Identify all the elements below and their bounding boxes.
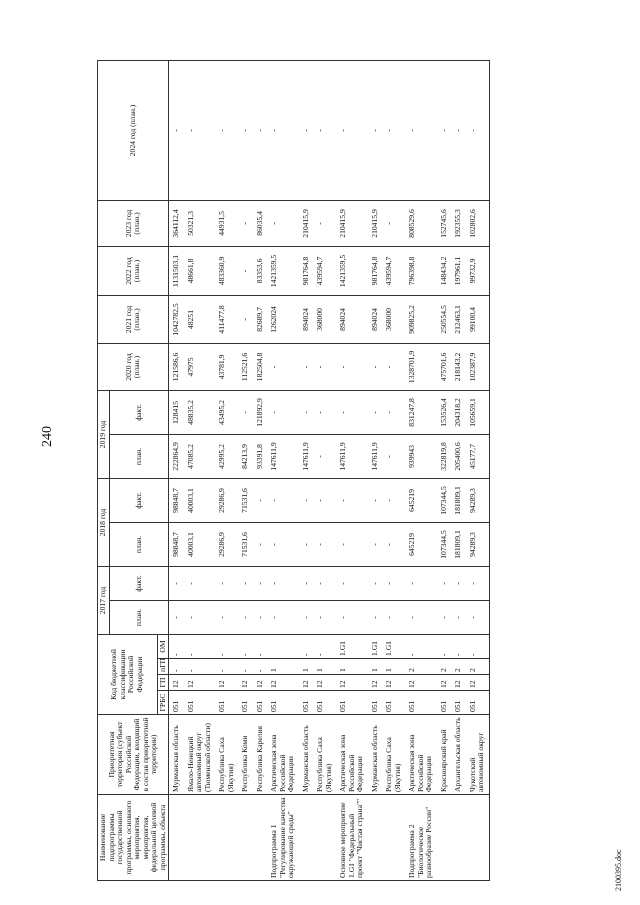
row-territory: Ямало-Ненецкий автономный округ (Тюменской области): [184, 715, 216, 795]
row-value: -: [299, 343, 314, 390]
row-value: 181809,1: [451, 522, 466, 566]
table-row: [253, 60, 268, 880]
row-name: [253, 795, 268, 881]
row-value: -: [368, 478, 383, 522]
row-value: -: [238, 390, 253, 434]
row-value: -: [368, 601, 383, 635]
row-code: -: [405, 635, 437, 659]
row-name: Подпрограмма 1 "Регулирование качества окружающей среды": [267, 795, 299, 881]
row-value: -: [253, 566, 268, 600]
row-value: 364112,4: [169, 200, 184, 246]
row-territory: Красноярский край: [437, 715, 452, 795]
row-value: -: [267, 566, 299, 600]
row-value: 47085,2: [184, 434, 216, 478]
row-value: -: [368, 343, 383, 390]
row-code: 1: [313, 659, 336, 675]
table-row: [299, 60, 314, 880]
row-value: 181809,1: [451, 478, 466, 522]
row-value: 40003,1: [184, 478, 216, 522]
row-value: 645219: [405, 478, 437, 522]
row-code: -: [437, 635, 452, 659]
row-territory: Республика Саха (Якутия): [215, 715, 238, 795]
row-value: 84213,9: [238, 434, 253, 478]
row-value: 42995,2: [215, 434, 238, 478]
header-2019-plan: план.: [109, 434, 169, 478]
row-value: -: [466, 60, 490, 200]
row-value: -: [238, 295, 253, 343]
row-name: Основное мероприятие 1.G1 "Федеральный проект "Чистая страна"": [336, 795, 368, 881]
row-name: [299, 795, 314, 881]
row-code: -: [451, 635, 466, 659]
row-value: 475701,6: [437, 343, 452, 390]
row-code: 051: [313, 691, 336, 715]
row-value: -: [299, 601, 314, 635]
row-code: -: [313, 635, 336, 659]
row-value: 210415,9: [299, 200, 314, 246]
row-name: [437, 795, 452, 881]
row-value: -: [184, 601, 216, 635]
row-code: -: [253, 659, 268, 675]
row-value: 439594,7: [382, 246, 405, 295]
table-row: [382, 60, 405, 880]
row-value: 71531,6: [238, 478, 253, 522]
row-value: -: [267, 343, 299, 390]
header-om: ОМ: [157, 635, 169, 659]
row-territory: Республика Карелия: [253, 715, 268, 795]
row-value: -: [238, 200, 253, 246]
row-value: 218143,2: [451, 343, 466, 390]
row-value: 981764,8: [299, 246, 314, 295]
row-value: -: [238, 566, 253, 600]
row-code: 051: [382, 691, 405, 715]
row-code: -: [184, 635, 216, 659]
header-year-2019: 2019 год: [98, 390, 110, 478]
row-value: 99100,4: [466, 295, 490, 343]
row-code: 051: [215, 691, 238, 715]
row-code: 12: [215, 675, 238, 691]
row-code: 051: [336, 691, 368, 715]
row-value: -: [382, 478, 405, 522]
row-value: 210415,9: [368, 200, 383, 246]
row-code: 051: [299, 691, 314, 715]
row-value: -: [267, 200, 299, 246]
header-territory: Приоритетная территория (субъект Российской Федерации, входящий в состав приоритетной территории): [98, 715, 169, 795]
row-value: 210415,9: [336, 200, 368, 246]
row-value: 102387,9: [466, 343, 490, 390]
row-code: 051: [238, 691, 253, 715]
row-code: 12: [253, 675, 268, 691]
row-value: 112521,6: [238, 343, 253, 390]
row-value: 439594,7: [313, 246, 336, 295]
row-code: -: [169, 659, 184, 675]
row-value: -: [184, 60, 216, 200]
row-value: -: [437, 60, 452, 200]
row-code: 12: [299, 675, 314, 691]
row-code: 12: [368, 675, 383, 691]
row-value: -: [299, 390, 314, 434]
row-code: 051: [184, 691, 216, 715]
row-value: 71531,6: [238, 522, 253, 566]
row-value: -: [253, 478, 268, 522]
header-2017-plan: план.: [109, 601, 169, 635]
row-territory: Мурманская область: [299, 715, 314, 795]
row-value: -: [368, 522, 383, 566]
row-value: -: [238, 246, 253, 295]
row-code: 1.G1: [368, 635, 383, 659]
table-row: [466, 60, 490, 880]
row-code: -: [466, 635, 490, 659]
row-code: 12: [238, 675, 253, 691]
row-code: -: [215, 635, 238, 659]
row-value: 102802,6: [466, 200, 490, 246]
row-value: -: [368, 566, 383, 600]
row-value: -: [299, 566, 314, 600]
row-value: 147611,9: [299, 434, 314, 478]
file-name: 2100395.doc: [614, 849, 623, 891]
row-value: 1042782,5: [169, 295, 184, 343]
row-value: -: [336, 478, 368, 522]
row-code: -: [238, 659, 253, 675]
row-value: -: [253, 60, 268, 200]
table-row: [405, 60, 437, 880]
row-code: 1.G1: [382, 635, 405, 659]
row-value: -: [238, 60, 253, 200]
page-number: 240: [40, 426, 55, 447]
row-value: 250554,5: [437, 295, 452, 343]
row-value: -: [382, 601, 405, 635]
row-code: 051: [267, 691, 299, 715]
header-year-2017: 2017 год: [98, 566, 110, 634]
row-value: -: [466, 601, 490, 635]
row-value: 368000: [382, 295, 405, 343]
row-territory: Мурманская область: [169, 715, 184, 795]
row-name: [184, 795, 216, 881]
row-territory: Архангельская область: [451, 715, 466, 795]
row-value: 43781,9: [215, 343, 238, 390]
row-value: 48661,8: [184, 246, 216, 295]
row-value: 1421359,5: [267, 246, 299, 295]
row-value: -: [405, 601, 437, 635]
row-value: -: [368, 60, 383, 200]
row-value: -: [405, 60, 437, 200]
row-value: 322819,8: [437, 434, 452, 478]
row-value: -: [313, 390, 336, 434]
table-row: [437, 60, 452, 880]
row-value: -: [299, 60, 314, 200]
row-value: 148434,2: [437, 246, 452, 295]
row-value: -: [215, 601, 238, 635]
row-value: 93391,8: [253, 434, 268, 478]
row-value: -: [451, 601, 466, 635]
row-code: 12: [466, 675, 490, 691]
rotated-table-container: [97, 61, 537, 881]
row-value: 47975: [184, 343, 216, 390]
row-value: -: [169, 60, 184, 200]
row-value: -: [215, 566, 238, 600]
row-value: 894024: [368, 295, 383, 343]
row-value: -: [451, 566, 466, 600]
header-2018-plan: план.: [109, 522, 169, 566]
row-code: 12: [184, 675, 216, 691]
row-code: 12: [382, 675, 405, 691]
table-row: [169, 60, 184, 880]
row-value: -: [336, 566, 368, 600]
row-value: -: [299, 478, 314, 522]
row-code: 12: [405, 675, 437, 691]
row-code: 051: [405, 691, 437, 715]
row-value: -: [466, 566, 490, 600]
row-value: 121892,9: [253, 390, 268, 434]
table-row: [215, 60, 238, 880]
row-value: 94289,3: [466, 522, 490, 566]
row-code: 051: [437, 691, 452, 715]
row-value: 411477,8: [215, 295, 238, 343]
row-value: -: [382, 343, 405, 390]
row-value: -: [267, 60, 299, 200]
row-value: 222864,9: [169, 434, 184, 478]
row-name: [169, 795, 184, 881]
row-code: 1: [336, 659, 368, 675]
row-value: -: [313, 522, 336, 566]
row-name: [215, 795, 238, 881]
table-body: [169, 60, 490, 880]
row-value: 147611,9: [336, 434, 368, 478]
row-code: 2: [466, 659, 490, 675]
row-value: 86035,4: [253, 200, 268, 246]
row-value: -: [437, 566, 452, 600]
table-row: [267, 60, 299, 880]
row-value: -: [169, 601, 184, 635]
row-value: 107344,5: [437, 478, 452, 522]
header-2017-fact: факт.: [109, 566, 169, 600]
row-value: -: [405, 566, 437, 600]
row-value: -: [382, 566, 405, 600]
row-code: -: [184, 659, 216, 675]
row-value: -: [368, 390, 383, 434]
table-row: [184, 60, 216, 880]
row-code: 2: [405, 659, 437, 675]
row-code: 051: [466, 691, 490, 715]
table-row: [336, 60, 368, 880]
row-name: [382, 795, 405, 881]
row-value: 1328701,9: [405, 343, 437, 390]
row-value: 48251: [184, 295, 216, 343]
row-value: 796398,8: [405, 246, 437, 295]
row-value: 105659,1: [466, 390, 490, 434]
row-value: -: [267, 522, 299, 566]
row-value: 107344,5: [437, 522, 452, 566]
row-territory: Арктическая зона Российской Федерации: [405, 715, 437, 795]
row-code: 2: [437, 659, 452, 675]
row-value: 128415: [169, 390, 184, 434]
row-code: 051: [368, 691, 383, 715]
row-code: 1.G1: [336, 635, 368, 659]
row-value: -: [169, 566, 184, 600]
row-code: 12: [437, 675, 452, 691]
row-value: 147611,9: [368, 434, 383, 478]
header-2020: 2020 год (план.): [98, 343, 169, 390]
row-territory: Республика Саха (Якутия): [382, 715, 405, 795]
row-value: 368000: [313, 295, 336, 343]
row-value: 212463,1: [451, 295, 466, 343]
row-value: -: [267, 601, 299, 635]
row-code: 1: [299, 659, 314, 675]
row-value: 29286,9: [215, 522, 238, 566]
row-value: 192355,3: [451, 200, 466, 246]
row-territory: Арктическая зона Российской Федерации: [336, 715, 368, 795]
row-code: [267, 635, 299, 659]
row-value: 1421359,5: [336, 246, 368, 295]
row-value: -: [215, 60, 238, 200]
row-value: 153526,4: [437, 390, 452, 434]
row-value: -: [267, 390, 299, 434]
row-value: -: [313, 601, 336, 635]
header-budget-group: Код бюджетной классификации Российской Федерации: [98, 635, 158, 715]
row-value: 29286,9: [215, 478, 238, 522]
row-value: 48835,2: [184, 390, 216, 434]
table-row: [313, 60, 336, 880]
row-code: 12: [267, 675, 299, 691]
row-value: -: [267, 478, 299, 522]
row-value: -: [299, 522, 314, 566]
row-code: 12: [313, 675, 336, 691]
row-value: -: [451, 60, 466, 200]
budget-table: [97, 60, 490, 881]
row-value: 894024: [336, 295, 368, 343]
row-code: -: [253, 635, 268, 659]
row-code: 2: [451, 659, 466, 675]
row-code: 051: [253, 691, 268, 715]
row-name: Подпрограмма 2 "Биологическое разнообразие России": [405, 795, 437, 881]
row-value: -: [382, 522, 405, 566]
row-value: 43495,2: [215, 390, 238, 434]
row-value: -: [382, 390, 405, 434]
header-year-2018: 2018 год: [98, 478, 110, 566]
row-value: -: [313, 200, 336, 246]
row-code: -: [215, 659, 238, 675]
header-grbs: ГРБС: [157, 691, 169, 715]
row-name: [466, 795, 490, 881]
row-name: [238, 795, 253, 881]
row-value: 483360,9: [215, 246, 238, 295]
row-territory: Республика Саха (Якутия): [313, 715, 336, 795]
row-territory: Республика Коми: [238, 715, 253, 795]
row-value: -: [336, 60, 368, 200]
row-name: [368, 795, 383, 881]
row-value: 83353,6: [253, 246, 268, 295]
row-value: 197961,1: [451, 246, 466, 295]
row-value: 831247,8: [405, 390, 437, 434]
row-value: 939943: [405, 434, 437, 478]
table-row: [451, 60, 466, 880]
row-value: -: [313, 478, 336, 522]
row-value: -: [336, 390, 368, 434]
row-value: -: [336, 343, 368, 390]
row-value: 1131503,1: [169, 246, 184, 295]
header-2021: 2021 год (план.): [98, 295, 169, 343]
row-value: 894024: [299, 295, 314, 343]
row-code: -: [299, 635, 314, 659]
row-territory: Чукотский автономный округ: [466, 715, 490, 795]
row-value: -: [313, 434, 336, 478]
row-value: 909825,2: [405, 295, 437, 343]
row-value: -: [184, 566, 216, 600]
row-value: -: [313, 343, 336, 390]
row-value: -: [313, 566, 336, 600]
row-value: -: [238, 601, 253, 635]
row-code: 12: [169, 675, 184, 691]
row-value: 981764,8: [368, 246, 383, 295]
row-code: -: [169, 635, 184, 659]
row-code: -: [238, 635, 253, 659]
row-name: [451, 795, 466, 881]
row-value: -: [382, 200, 405, 246]
row-code: 1: [368, 659, 383, 675]
header-2023: 2023 год (план.): [98, 200, 169, 246]
row-territory: Мурманская область: [368, 715, 383, 795]
row-value: 204318,2: [451, 390, 466, 434]
header-pgp: пГП: [157, 659, 169, 675]
row-value: 50321,3: [184, 200, 216, 246]
header-2024: 2024 год (план.): [98, 60, 169, 200]
row-value: -: [382, 60, 405, 200]
row-code: 1: [382, 659, 405, 675]
row-value: -: [253, 522, 268, 566]
row-value: 1262024: [267, 295, 299, 343]
row-code: 12: [451, 675, 466, 691]
row-value: 40003,1: [184, 522, 216, 566]
row-value: -: [336, 601, 368, 635]
row-value: 808529,6: [405, 200, 437, 246]
header-gp: ГП: [157, 675, 169, 691]
row-value: 44931,5: [215, 200, 238, 246]
row-code: 12: [336, 675, 368, 691]
row-code: 051: [169, 691, 184, 715]
row-value: 99732,9: [466, 246, 490, 295]
row-value: 82689,7: [253, 295, 268, 343]
header-2019-fact: факт.: [109, 390, 169, 434]
header-2018-fact: факт.: [109, 478, 169, 522]
row-value: -: [253, 601, 268, 635]
row-value: -: [336, 522, 368, 566]
row-name: [313, 795, 336, 881]
header-name: Наименование подпрограммы государственной программы, основного мероприятия, мероприятия, федеральной целевой программы, объекта: [98, 795, 169, 881]
row-code: 051: [451, 691, 466, 715]
header-2022: 2022 год (план.): [98, 246, 169, 295]
row-value: -: [437, 601, 452, 635]
row-value: 94289,3: [466, 478, 490, 522]
row-territory: Арктическая зона Российской Федерации: [267, 715, 299, 795]
table-row: [368, 60, 383, 880]
row-value: -: [382, 434, 405, 478]
row-value: 45177,7: [466, 434, 490, 478]
row-code: 1: [267, 659, 299, 675]
row-value: -: [313, 60, 336, 200]
row-value: 645219: [405, 522, 437, 566]
row-value: 121586,6: [169, 343, 184, 390]
row-value: 147611,9: [267, 434, 299, 478]
row-value: 182504,8: [253, 343, 268, 390]
row-value: 98848,7: [169, 522, 184, 566]
row-value: 152745,6: [437, 200, 452, 246]
table-row: [238, 60, 253, 880]
row-value: 98848,7: [169, 478, 184, 522]
row-value: 205400,6: [451, 434, 466, 478]
